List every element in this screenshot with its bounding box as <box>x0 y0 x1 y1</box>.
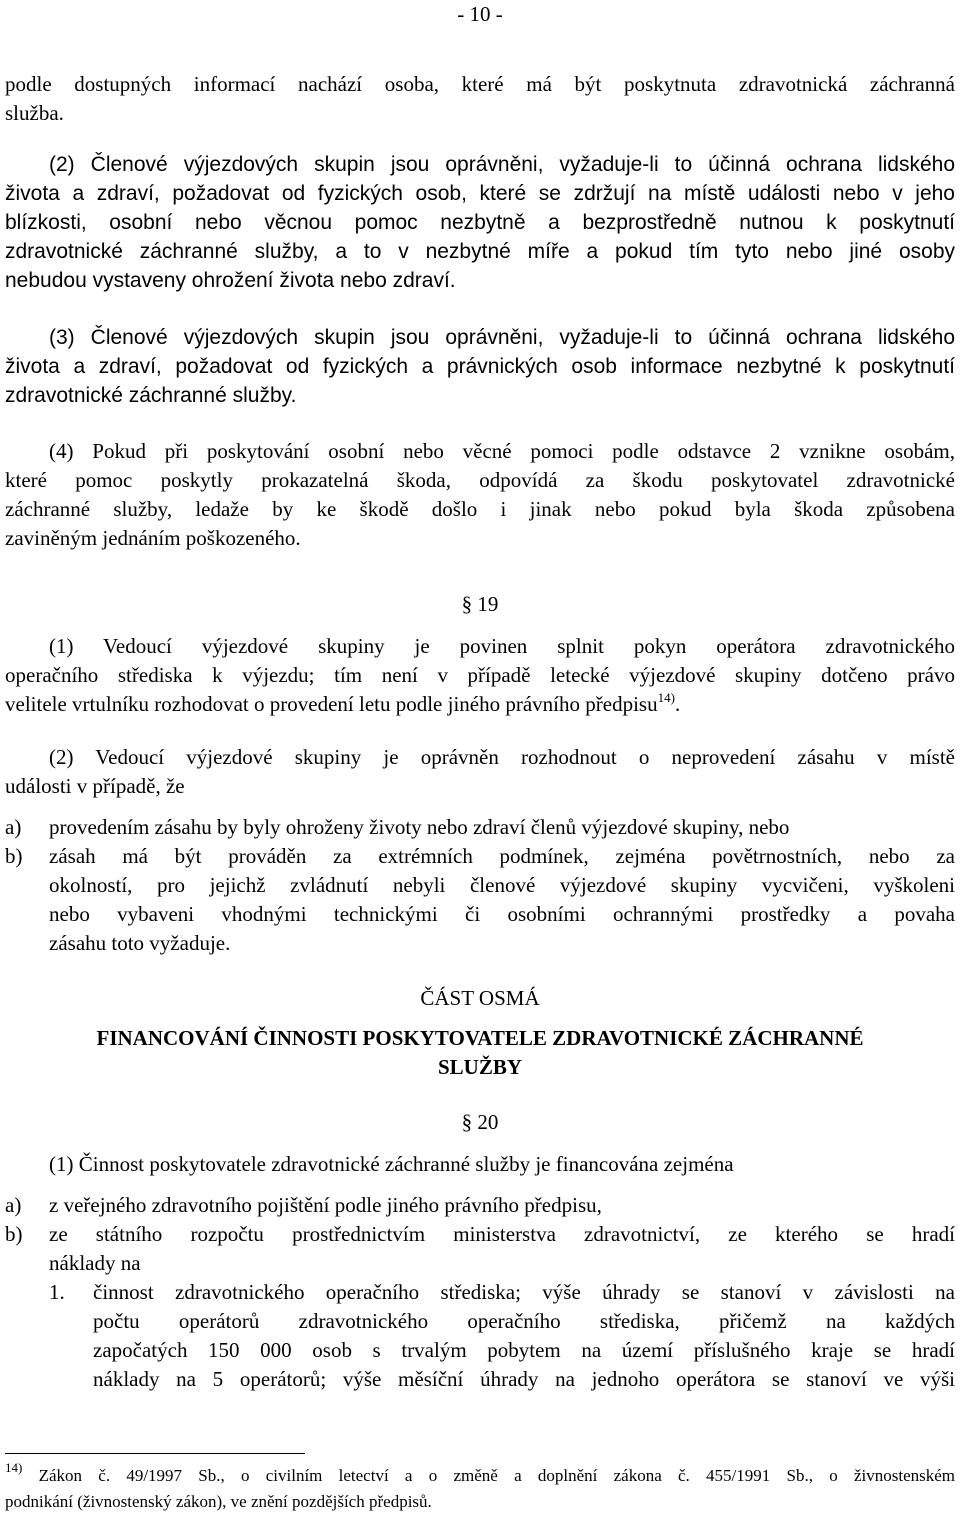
paragraph-line: služba. <box>5 101 64 125</box>
footnote-line <box>5 1460 955 1489</box>
paragraph-line: (1) Vedoucí výjezdové skupiny je povinen splnit pokyn operátora zdravotnického <box>49 634 955 658</box>
paragraph-line: zdravotnické záchranné služby, a to v nezbytné míře a pokud tím tyto nebo jiné osoby <box>5 240 955 263</box>
footnote-text: Zákon č. 49/1997 Sb., o civilním letectví a o změně a doplnění zákona č. 455/1991 Sb., o živnostenském <box>38 1466 955 1485</box>
page-number: - 10 - <box>457 2 503 26</box>
paragraph-line: které pomoc poskytly prokazatelná škoda, odpovídá za škodu poskytovatel zdravotnické <box>5 468 955 492</box>
paragraph-line: (3) Členové výjezdových skupin jsou oprávněni, vyžaduje-li to účinná ochrana lidského <box>49 326 955 349</box>
paragraph-text: . <box>674 692 681 716</box>
sublist-item-text: náklady na 5 operátorů; výše měsíční úhrady na jednoho operátora se stanoví ve výši <box>93 1367 955 1391</box>
list-marker: b) <box>5 844 23 868</box>
footnote-marker: 14) <box>5 1460 23 1475</box>
sublist-marker: 1. <box>49 1280 65 1304</box>
paragraph-line: zaviněným jednáním poškozeného. <box>5 526 301 550</box>
paragraph-line: události v případě, že <box>5 774 185 798</box>
paragraph-line: nebudou vystaveny ohrožení života nebo zdraví. <box>5 269 456 292</box>
sublist-item-text: činnost zdravotnického operačního střediska; výše úhrady se stanoví v závislosti na <box>93 1280 955 1304</box>
list-item-text: ze státního rozpočtu prostřednictvím ministerstva zdravotnictví, ze kterého se hradí <box>49 1222 955 1246</box>
list-item-text: zásahu toto vyžaduje. <box>49 931 231 955</box>
footnote-separator <box>5 1453 305 1454</box>
paragraph-line: (4) Pokud při poskytování osobní nebo věcné pomoci podle odstavce 2 vznikne osobám, <box>49 439 955 463</box>
paragraph-line: záchranné služby, ledaže by ke škodě došlo i jinak nebo pokud byla škoda způsobena <box>5 497 955 521</box>
footnote-reference: 14) <box>657 690 675 705</box>
list-item-text: provedením zásahu by byly ohroženy životy nebo zdraví členů výjezdové skupiny, nebo <box>49 815 790 839</box>
paragraph-line: (2) Vedoucí výjezdové skupiny je oprávněn rozhodnout o neprovedení zásahu v místě <box>49 745 955 769</box>
sublist-item-text: započatých 150 000 osob s trvalým pobytem na území příslušného kraje se hradí <box>93 1338 955 1362</box>
paragraph-text: velitele vrtulníku rozhodovat o provedení letu podle jiného právního předpisu <box>5 692 658 716</box>
paragraph-line: operačního střediska k výjezdu; tím není v případě letecké výjezdové skupiny dotčeno právo <box>5 663 955 687</box>
part-title-line: SLUŽBY <box>437 1055 523 1079</box>
list-marker: b) <box>5 1222 23 1246</box>
sublist-item-text: počtu operátorů zdravotnického operačního střediska, přičemž na každých <box>93 1309 955 1333</box>
list-item-text: okolností, pro jejichž zvládnutí nebyli členové výjezdové skupiny vycvičeni, vyškoleni <box>49 873 955 897</box>
paragraph-line: zdravotnické záchranné služby. <box>5 384 297 407</box>
section-heading-19: § 19 <box>461 592 499 616</box>
list-marker: a) <box>5 1193 22 1217</box>
paragraph-line: podle dostupných informací nachází osoba, které má být poskytnuta zdravotnická záchranná <box>5 72 955 96</box>
paragraph-line <box>5 690 680 719</box>
paragraph-20-1: (1) Činnost poskytovatele zdravotnické záchranné služby je financována zejména <box>49 1152 734 1176</box>
list-item-text: zásah má být prováděn za extrémních podmínek, zejména povětrnostních, nebo za <box>49 844 955 868</box>
footnote-line: podnikání (živnostenský zákon), ve znění pozdějších předpisů. <box>5 1492 432 1511</box>
list-item-text: náklady na <box>49 1251 141 1275</box>
list-marker: a) <box>5 815 22 839</box>
list-item-text: nebo vybaveni vhodnými technickými či osobními ochrannými prostředky a povaha <box>49 902 955 926</box>
paragraph-line: života a zdraví, požadovat od fyzických a právnických osob informace nezbytné k poskytnutí <box>5 355 955 378</box>
section-heading-20: § 20 <box>461 1110 499 1134</box>
part-title-line: FINANCOVÁNÍ ČINNOSTI POSKYTOVATELE ZDRAVOTNICKÉ ZÁCHRANNÉ <box>96 1026 864 1050</box>
list-item-text: z veřejného zdravotního pojištění podle jiného právního předpisu, <box>49 1193 602 1217</box>
paragraph-line: blízkosti, osobní nebo věcnou pomoc nezbytně a bezprostředně nutnou k poskytnutí <box>5 211 955 234</box>
part-heading: ČÁST OSMÁ <box>420 986 540 1010</box>
paragraph-line: života a zdraví, požadovat od fyzických osob, které se zdržují na místě události nebo v jeho <box>5 182 955 205</box>
paragraph-line: (2) Členové výjezdových skupin jsou oprávněni, vyžaduje-li to účinná ochrana lidského <box>49 153 955 176</box>
